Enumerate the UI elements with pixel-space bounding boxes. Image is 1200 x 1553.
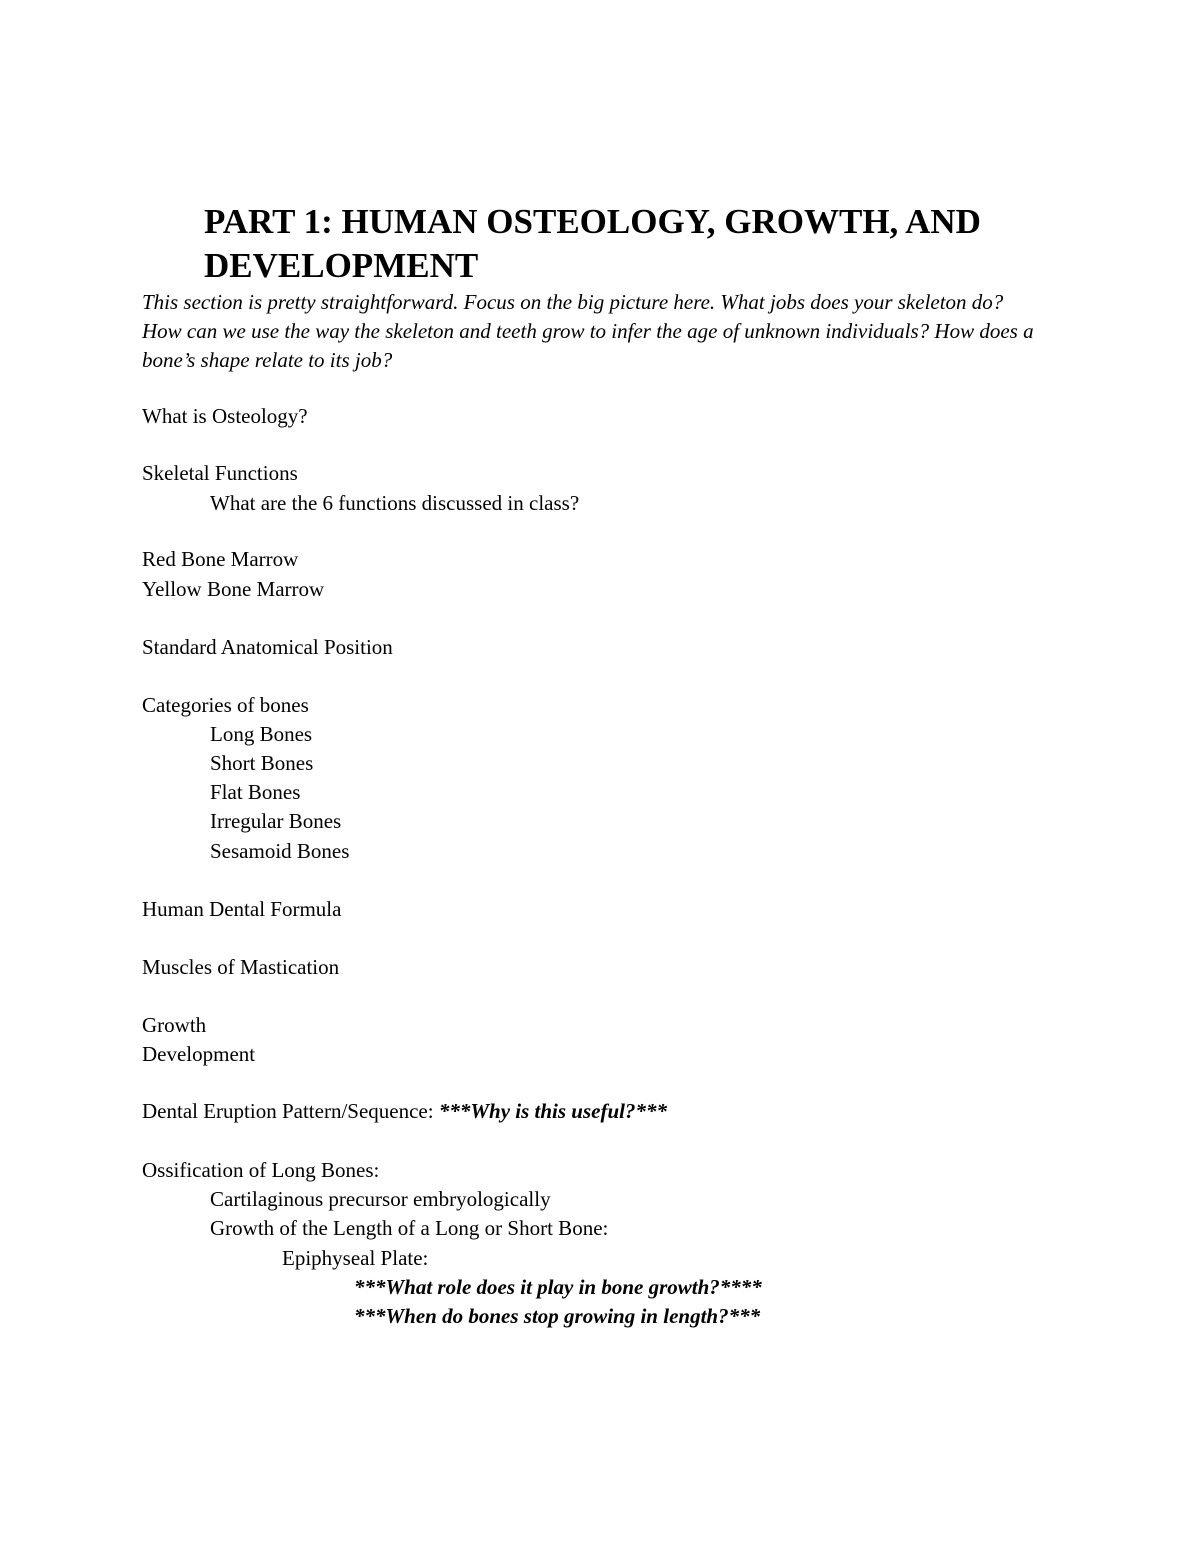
six-functions-question: What are the 6 functions discussed in class? (210, 491, 580, 515)
yellow-bone-marrow: Yellow Bone Marrow (142, 577, 325, 601)
human-dental-formula: Human Dental Formula (142, 897, 342, 921)
cartilaginous-precursor: Cartilaginous precursor embryologically (210, 1187, 551, 1211)
page-title: PART 1: HUMAN OSTEOLOGY, GROWTH, AND DEVELOPMENT (204, 202, 981, 285)
dental-eruption-label: Dental Eruption Pattern/Sequence: (142, 1099, 439, 1123)
bone-category-item: Irregular Bones (210, 809, 342, 833)
bone-category-item: Long Bones (210, 722, 313, 746)
development-heading: Development (142, 1042, 256, 1066)
red-bone-marrow: Red Bone Marrow (142, 547, 299, 571)
dental-eruption-question: ***Why is this useful?*** (438, 1099, 667, 1123)
epiphyseal-plate: Epiphyseal Plate: (282, 1246, 429, 1270)
ossification-heading: Ossification of Long Bones: (142, 1158, 380, 1182)
stop-growing-question: ***When do bones stop growing in length?*** (354, 1304, 761, 1328)
role-question: ***What role does it play in bone growth?**** (354, 1275, 762, 1299)
intro-paragraph: This section is pretty straightforward. Focus on the big picture here. What jobs does your skeleton do? How can we use the way the skeleton and teeth grow to infer the age of unknown individuals? How does a bone’s shape relate to its job? (142, 290, 1034, 372)
bone-category-item: Sesamoid Bones (210, 839, 350, 863)
growth-of-length: Growth of the Length of a Long or Short Bone: (210, 1216, 609, 1240)
growth-heading: Growth (142, 1013, 207, 1037)
what-is-osteology: What is Osteology? (142, 404, 308, 428)
bone-category-item: Flat Bones (210, 780, 301, 804)
standard-anatomical-position: Standard Anatomical Position (142, 635, 393, 659)
muscles-of-mastication: Muscles of Mastication (142, 955, 340, 979)
dental-eruption-line (142, 1097, 667, 1125)
skeletal-functions-heading: Skeletal Functions (142, 461, 298, 485)
bone-category-item: Short Bones (210, 751, 314, 775)
categories-of-bones-heading: Categories of bones (142, 693, 309, 717)
